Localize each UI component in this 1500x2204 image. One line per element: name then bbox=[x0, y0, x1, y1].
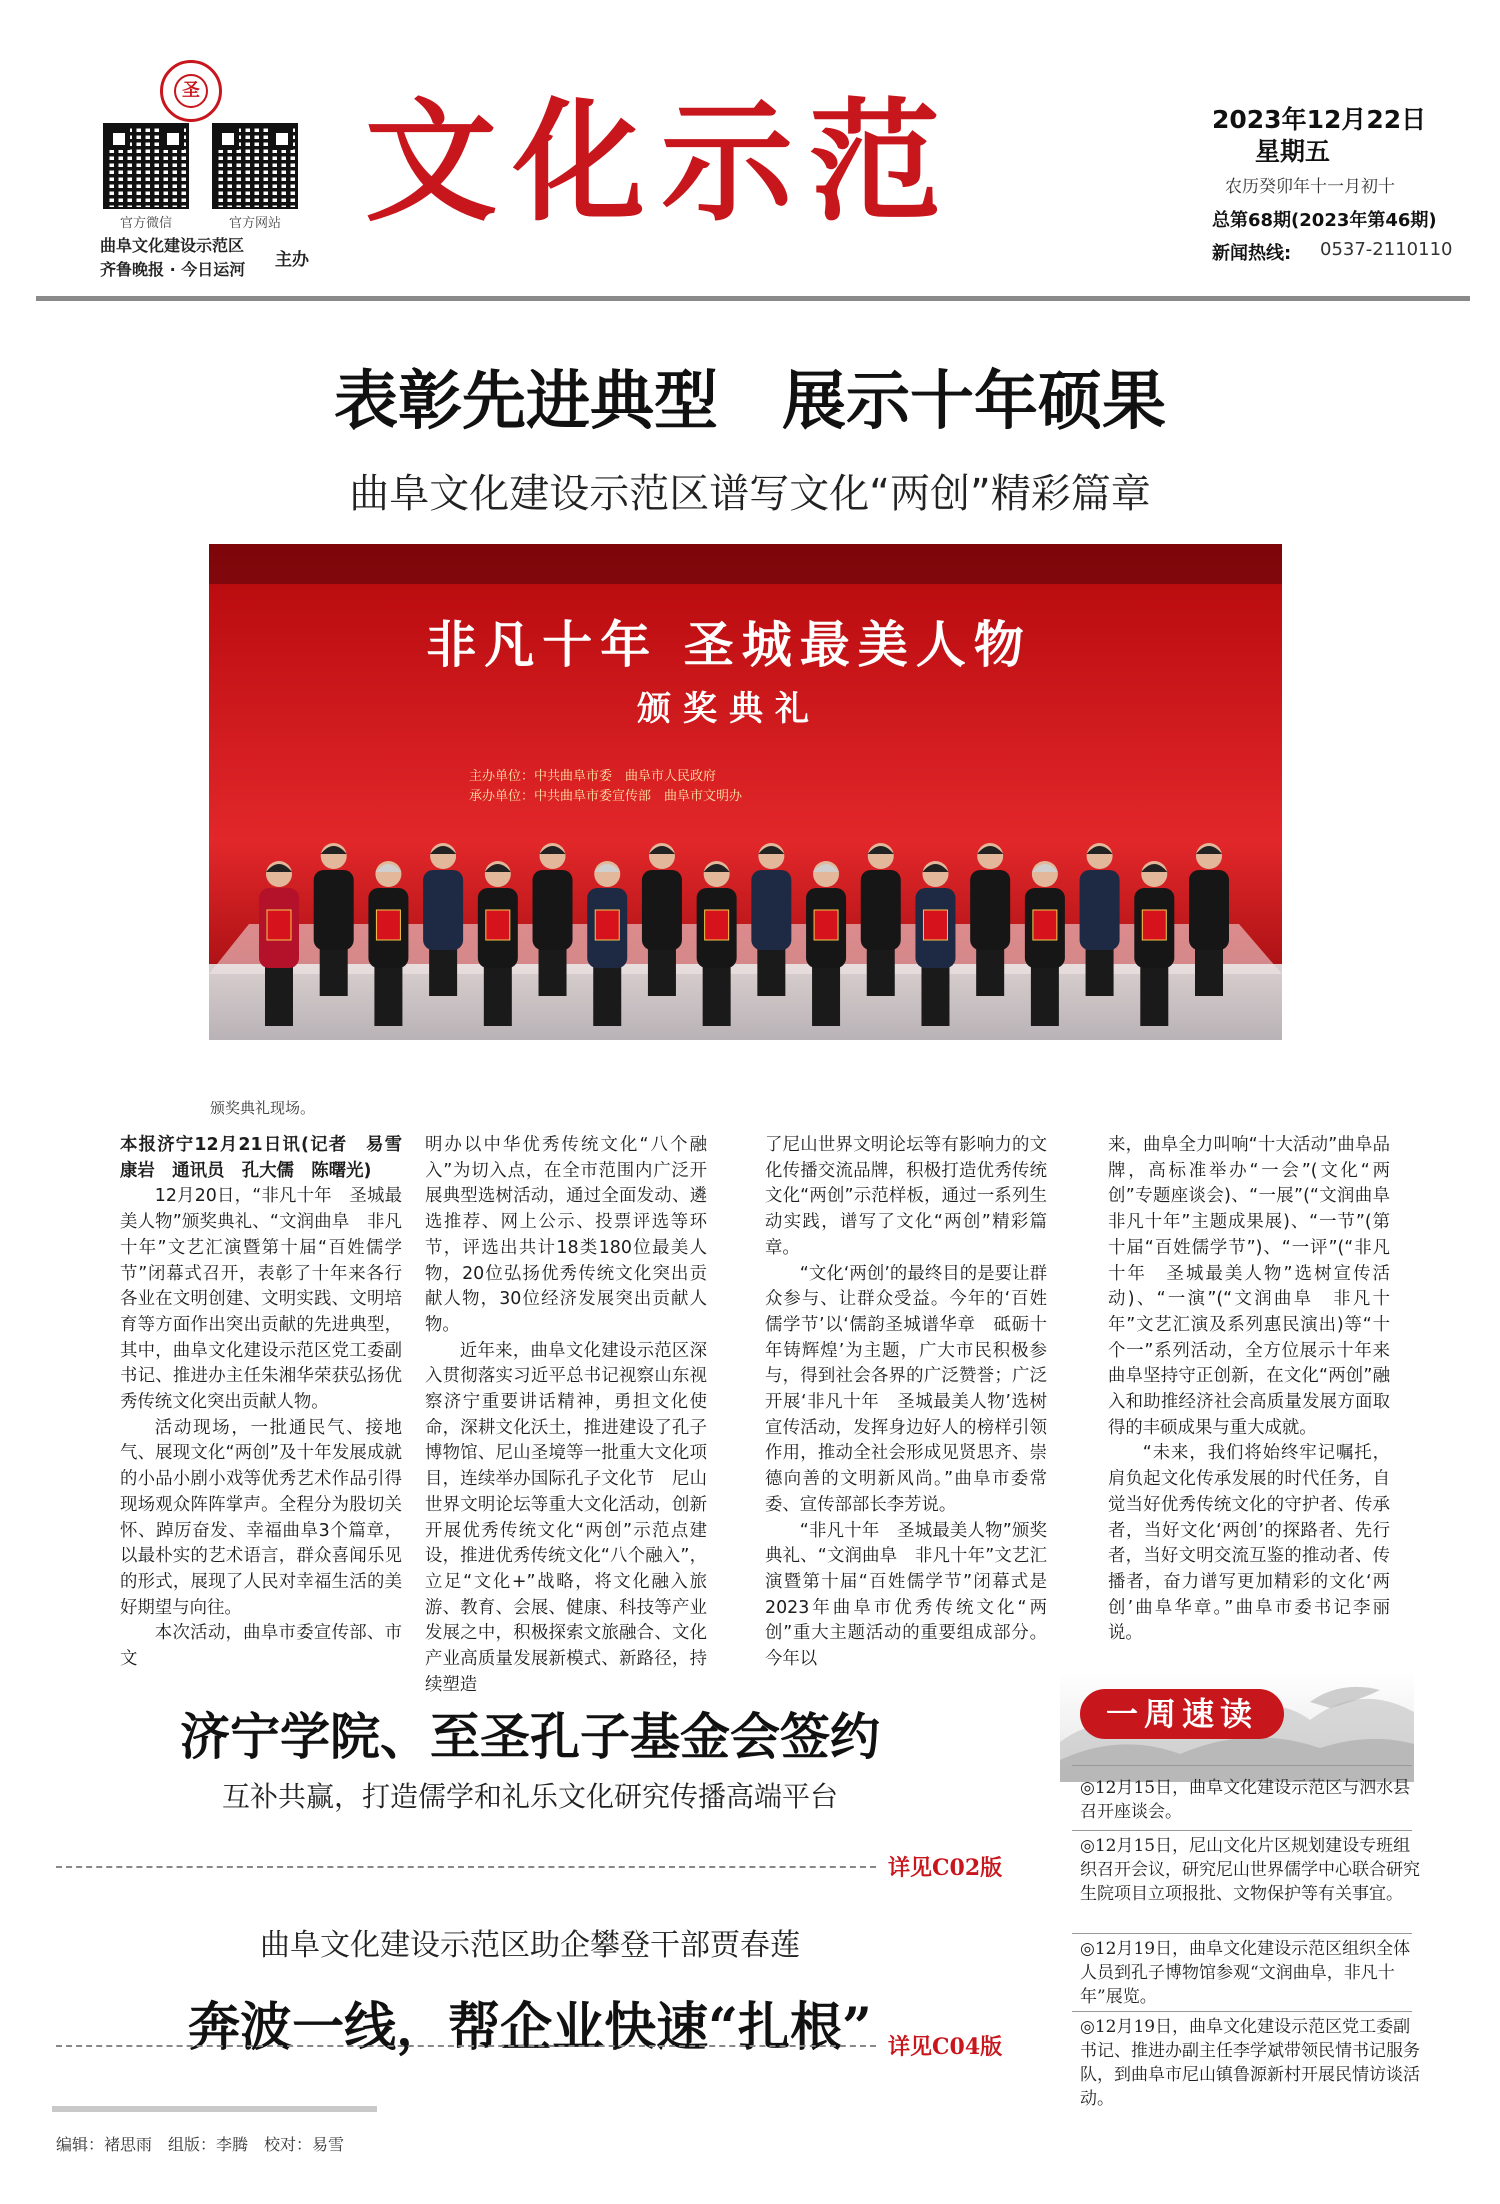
digest-item-divider bbox=[1072, 2011, 1412, 2012]
sponsor-2: 齐鲁晚报 · 今日运河 bbox=[100, 260, 246, 279]
story3-kicker: 曲阜文化建设示范区助企攀登干部贾春莲 bbox=[260, 1928, 800, 1963]
story2-see-more-link[interactable]: 详见C02版 bbox=[888, 1855, 1003, 1881]
photo-caption: 颁奖典礼现场。 bbox=[210, 1099, 316, 1117]
award-certificate bbox=[814, 910, 838, 940]
article-column-3 bbox=[765, 1133, 1047, 1673]
award-certificate bbox=[705, 910, 729, 940]
story3-rule bbox=[56, 2045, 876, 2047]
hotline-number: 0537-2110110 bbox=[1320, 239, 1453, 260]
masthead-divider bbox=[36, 296, 1470, 301]
award-certificate bbox=[1033, 910, 1057, 940]
article-paragraph: 近年来，曲阜文化建设示范区深入贯彻落实习近平总书记视察山东视察济宁重要讲话精神，勇担文化使命，深耕文化沃土，推进建设了孔子博物馆、尼山圣境等一批重大文化项目，连续举办国际孔子文化节 尼山世界文明论坛等重大文化活动，创新开展优秀传统文化“两创”示范点建设，推进优秀传统文化“八个融入”，立足“文化+”战略，将文化融入旅游、教育、会展、健康、科技等产业发展之中，积极探索文旅融合、文化产业高质量发展新模式、新路径，持续塑造 bbox=[425, 1340, 707, 1695]
newspaper-title: 文化示范 bbox=[365, 85, 957, 240]
footer-bar bbox=[52, 2106, 377, 2112]
seal-char: 圣 bbox=[174, 74, 208, 108]
wechat-qr-code[interactable] bbox=[103, 123, 189, 209]
article-paragraph: 了尼山世界文明论坛等有影响力的文化传播交流品牌，积极打造优秀传统文化“两创”示范样板，通过一系列生动实践，谱写了文化“两创”精彩篇章。 bbox=[765, 1135, 1047, 1258]
digest-item[interactable]: ◎12月19日，曲阜文化建设示范区党工委副书记、推进办副主任李学斌带领民情书记服务队，到曲阜市尼山镇鲁源新村开展民情访谈活动。 bbox=[1080, 2017, 1420, 2109]
article-paragraph: 12月20日，“非凡十年 圣城最美人物”颁奖典礼、“文润曲阜 非凡十年”文艺汇演暨第十届“百姓儒学节”闭幕式召开，表彰了十年来各行各业在文明创建、文明实践、文明培育等方面作出突出贡献的先进典型，其中，曲阜文化建设示范区党工委副书记、推进办主任朱湘华荣获弘扬优秀传统文化突出贡献人物。 bbox=[120, 1186, 402, 1413]
organizer-line-2: 承办单位：中共曲阜市委宣传部 曲阜市文明办 bbox=[469, 789, 743, 804]
article-paragraph: 来，曲阜全力叫响“十大活动”曲阜品牌，高标准举办“一会”(文化“两创”专题座谈会)、“一展”(“文润曲阜 非凡十年”主题成果展)、“一节”(第十届“百姓儒学节”)、“一评”(“非凡十年 圣城最美人物”选树宣传活动)、“一演”(“文润曲阜 非凡十年”文艺汇演及系列惠民演出)等“十个一”系列活动，全方位展示十年来曲阜坚持守正创新，在文化“两创”融入和助推经济社会高质量发展方面取得的丰硕成果与重大成就。 bbox=[1108, 1135, 1408, 1438]
article-paragraph: “非凡十年 圣城最美人物”颁奖典礼、“文润曲阜 非凡十年”文艺汇演暨第十届“百姓儒学节”闭幕式是2023年曲阜市优秀传统文化“两创”重大主题活动的重要组成部分。今年以 bbox=[765, 1520, 1047, 1670]
award-certificate bbox=[486, 910, 510, 940]
story2-rule bbox=[56, 1866, 876, 1868]
award-certificate bbox=[923, 910, 947, 940]
hotline-label: 新闻热线: bbox=[1212, 243, 1292, 264]
story2-headline[interactable]: 济宁学院、至圣孔子基金会签约 bbox=[180, 1707, 880, 1766]
award-certificate bbox=[1142, 910, 1166, 940]
award-ceremony-photo[interactable] bbox=[209, 544, 1282, 1040]
award-certificate bbox=[376, 910, 400, 940]
sponsor-1: 曲阜文化建设示范区 bbox=[100, 236, 245, 255]
website-qr-code[interactable] bbox=[212, 123, 298, 209]
website-qr-caption: 官方网站 bbox=[228, 216, 281, 231]
digest-item-divider bbox=[1072, 1933, 1412, 1934]
newspaper-seal-logo bbox=[160, 60, 222, 122]
lead-subheadline: 曲阜文化建设示范区谱写文化“两创”精彩篇章 bbox=[349, 471, 1151, 517]
award-certificate bbox=[267, 910, 291, 940]
organizer-line-1: 主办单位：中共曲阜市委 曲阜市人民政府 bbox=[469, 769, 717, 784]
article-paragraph: “未来，我们将始终牢记嘱托，肩负起文化传承发展的时代任务，自觉当好优秀传统文化的守护者、传承者，当好文化‘两创’的探路者、先行者，当好文明交流互鉴的推动者、传播者，奋力谱写更加精彩的文化‘两创’曲阜华章。”曲阜市委书记李丽说。 bbox=[1108, 1443, 1390, 1644]
article-column-1 bbox=[120, 1133, 420, 1673]
sidebar-divider bbox=[1072, 1765, 1412, 1766]
stage-title: 非凡十年 圣城最美人物 bbox=[426, 615, 1032, 674]
story2-subheadline: 互补共赢，打造儒学和礼乐文化研究传播高端平台 bbox=[221, 1780, 838, 1813]
weekly-digest-title: 一周速读 bbox=[1080, 1689, 1284, 1739]
editorial-credits: 编辑：褚思雨 组版：李腾 校对：易雪 bbox=[56, 2135, 345, 2154]
article-column-4 bbox=[1108, 1133, 1408, 1647]
article-paragraph: 本次活动，曲阜市委宣传部、市文 bbox=[120, 1623, 402, 1670]
award-certificate bbox=[595, 910, 619, 940]
article-paragraph: “文化‘两创’的最终目的是要让群众参与、让群众受益。今年的‘百姓儒学节’以‘儒韵圣城谱华章 砥砺十年铸辉煌’为主题，广大市民积极参与，得到社会各界的广泛赞誉；广泛开展‘非凡十年 圣城最美人物’选树宣传活动，发挥身边好人的榜样引领作用，推动全社会形成见贤思齐、崇德向善的文明新风尚。”曲阜市委常委、宣传部部长李芳说。 bbox=[765, 1263, 1047, 1515]
lunar-date: 农历癸卯年十一月初十 bbox=[1225, 177, 1395, 197]
story3-headline[interactable]: 奔波一线，帮企业快速“扎根” bbox=[188, 1997, 872, 2058]
digest-item-divider bbox=[1072, 1830, 1412, 1831]
issue-number: 总第68期(2023年第46期) bbox=[1212, 210, 1437, 231]
sponsor-role: 主办 bbox=[275, 250, 309, 270]
article-dateline: 本报济宁12月21日讯(记者 易雪 康岩 通讯员 孔大儒 陈曙光) bbox=[120, 1135, 420, 1181]
issue-weekday: 星期五 bbox=[1255, 137, 1331, 166]
article-paragraph: 明办以中华优秀传统文化“八个融入”为切入点，在全市范围内广泛开展典型选树活动，通过全面发动、遴选推荐、网上公示、投票评选等环节，评选出共计18类180位最美人物，20位弘扬优秀传统文化突出贡献人物，30位经济发展突出贡献人物。 bbox=[425, 1135, 707, 1335]
issue-date: 2023年12月22日 bbox=[1212, 105, 1427, 134]
stage-subtitle: 颁奖典礼 bbox=[637, 689, 821, 729]
article-column-2 bbox=[425, 1133, 707, 1698]
wechat-qr-caption: 官方微信 bbox=[119, 216, 172, 231]
digest-item[interactable]: ◎12月15日，曲阜文化建设示范区与泗水县召开座谈会。 bbox=[1080, 1778, 1411, 1822]
story3-see-more-link[interactable]: 详见C04版 bbox=[888, 2034, 1003, 2060]
article-paragraph: 活动现场，一批通民气、接地气、展现文化“两创”及十年发展成就的小品小剧小戏等优秀艺术作品引得现场观众阵阵掌声。全程分为股切关怀、踔厉奋发、幸福曲阜3个篇章，以最朴实的艺术语言，群众喜闻乐见的形式，展现了人民对幸福生活的美好期望与向往。 bbox=[120, 1417, 402, 1618]
lead-headline[interactable]: 表彰先进典型 展示十年硕果 bbox=[334, 364, 1166, 439]
digest-item[interactable]: ◎12月15日，尼山文化片区规划建设专班组织召开会议，研究尼山世界儒学中心联合研究生院项目立项报批、文物保护等有关事宜。 bbox=[1080, 1836, 1420, 1904]
digest-item[interactable]: ◎12月19日，曲阜文化建设示范区组织全体人员到孔子博物馆参观“文润曲阜，非凡十年”展览。 bbox=[1080, 1939, 1411, 2007]
